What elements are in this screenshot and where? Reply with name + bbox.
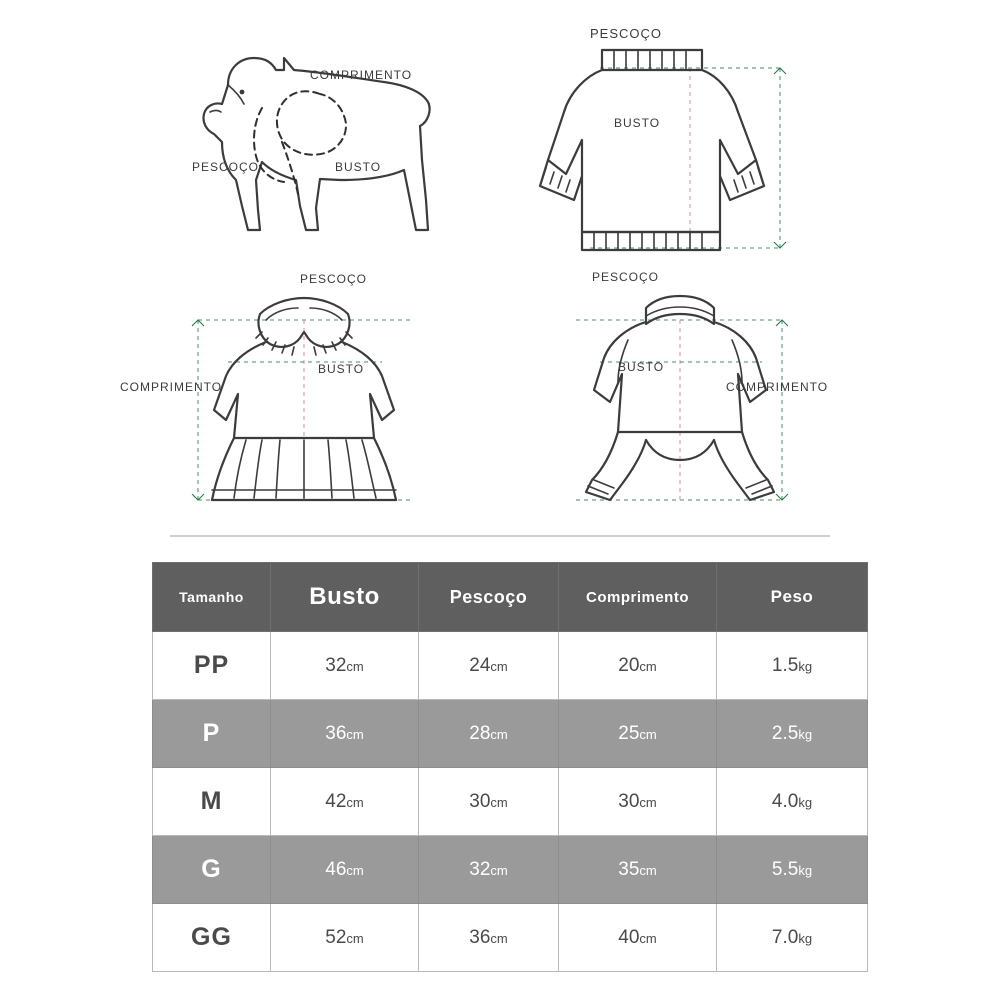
overall-measure-diagram xyxy=(530,262,930,522)
cell-tamanho: M xyxy=(153,768,271,836)
label-busto: BUSTO xyxy=(614,116,661,130)
size-table-head xyxy=(153,563,868,632)
cell-peso xyxy=(717,700,868,768)
dress-measure-diagram xyxy=(120,262,490,522)
header-comprimento: Comprimento xyxy=(559,563,717,632)
cell-tamanho: G xyxy=(153,836,271,904)
header-busto: Busto xyxy=(271,563,419,632)
cell-peso-unit: kg xyxy=(798,794,813,810)
cell-busto xyxy=(271,904,419,972)
size-table-body xyxy=(153,632,868,972)
cell-peso xyxy=(717,904,868,972)
cell-peso xyxy=(717,768,868,836)
cell-peso xyxy=(717,632,868,700)
sweater-measure-diagram xyxy=(530,20,860,260)
cell-busto-unit: cm xyxy=(346,794,364,810)
table-header-row xyxy=(153,563,868,632)
label-comprimento: COMPRIMENTO xyxy=(120,380,223,394)
table-row xyxy=(153,904,868,972)
cell-comprimento-value: 30 xyxy=(618,790,640,812)
cell-busto-value: 36 xyxy=(325,722,347,744)
cell-comprimento-value: 25 xyxy=(618,722,640,744)
cell-busto xyxy=(271,632,419,700)
cell-peso xyxy=(717,836,868,904)
cell-busto-value: 46 xyxy=(325,858,347,880)
label-comprimento: COMPRIMENTO xyxy=(726,380,829,394)
cell-peso-unit: kg xyxy=(798,658,813,674)
cell-peso-value: 5.5 xyxy=(771,858,799,880)
cell-comprimento xyxy=(559,700,717,768)
cell-pescoco-value: 36 xyxy=(469,926,491,948)
label-pescoco: PESCOÇO xyxy=(300,272,368,286)
label-busto: BUSTO xyxy=(618,360,665,374)
label-busto: BUSTO xyxy=(335,160,382,174)
cell-pescoco xyxy=(419,632,559,700)
sweater-illustration xyxy=(530,20,860,265)
cell-pescoco-value: 30 xyxy=(469,790,491,812)
cell-busto-unit: cm xyxy=(346,930,364,946)
cell-comprimento-value: 20 xyxy=(618,654,640,676)
cell-busto-unit: cm xyxy=(346,658,364,674)
cell-pescoco xyxy=(419,768,559,836)
cell-comprimento-unit: cm xyxy=(639,862,657,878)
table-row xyxy=(153,768,868,836)
cell-comprimento-unit: cm xyxy=(639,658,657,674)
cell-comprimento xyxy=(559,632,717,700)
cell-pescoco xyxy=(419,836,559,904)
label-comprimento: COMPRIMENTO xyxy=(310,68,413,82)
dog-measure-diagram xyxy=(170,30,470,250)
cell-tamanho: PP xyxy=(153,632,271,700)
size-table xyxy=(152,562,868,972)
cell-pescoco xyxy=(419,700,559,768)
cell-busto xyxy=(271,768,419,836)
cell-peso-unit: kg xyxy=(798,930,813,946)
cell-comprimento xyxy=(559,904,717,972)
header-pescoco: Pescoço xyxy=(419,563,559,632)
cell-comprimento-unit: cm xyxy=(639,726,657,742)
dog-illustration xyxy=(170,30,470,250)
cell-busto-unit: cm xyxy=(346,726,364,742)
header-tamanho: Tamanho xyxy=(153,563,271,632)
section-divider xyxy=(170,535,830,537)
cell-peso-unit: kg xyxy=(798,862,813,878)
cell-comprimento-unit: cm xyxy=(639,794,657,810)
cell-peso-unit: kg xyxy=(798,726,813,742)
table-row xyxy=(153,836,868,904)
cell-busto-value: 32 xyxy=(325,654,347,676)
label-pescoco: PESCOÇO xyxy=(590,26,663,41)
cell-busto xyxy=(271,836,419,904)
cell-comprimento-value: 40 xyxy=(618,926,640,948)
cell-busto-unit: cm xyxy=(346,862,364,878)
cell-pescoco-unit: cm xyxy=(490,862,508,878)
cell-comprimento xyxy=(559,836,717,904)
cell-comprimento-unit: cm xyxy=(639,930,657,946)
cell-peso-value: 4.0 xyxy=(771,790,799,812)
cell-busto-value: 42 xyxy=(325,790,347,812)
label-pescoco: PESCOÇO xyxy=(192,160,260,174)
cell-comprimento xyxy=(559,768,717,836)
cell-peso-value: 1.5 xyxy=(771,654,799,676)
header-peso: Peso xyxy=(717,563,868,632)
cell-pescoco-value: 28 xyxy=(469,722,491,744)
size-table-wrap xyxy=(152,562,852,972)
cell-pescoco-unit: cm xyxy=(490,658,508,674)
label-pescoco: PESCOÇO xyxy=(592,270,660,284)
cell-busto-value: 52 xyxy=(325,926,347,948)
table-row xyxy=(153,700,868,768)
cell-tamanho: P xyxy=(153,700,271,768)
cell-tamanho: GG xyxy=(153,904,271,972)
cell-pescoco-unit: cm xyxy=(490,794,508,810)
cell-peso-value: 7.0 xyxy=(771,926,799,948)
cell-pescoco-unit: cm xyxy=(490,726,508,742)
cell-comprimento-value: 35 xyxy=(618,858,640,880)
cell-pescoco-value: 24 xyxy=(469,654,491,676)
cell-pescoco-unit: cm xyxy=(490,930,508,946)
label-busto: BUSTO xyxy=(318,362,365,376)
cell-peso-value: 2.5 xyxy=(771,722,799,744)
table-row xyxy=(153,632,868,700)
cell-pescoco-value: 32 xyxy=(469,858,491,880)
cell-busto xyxy=(271,700,419,768)
cell-pescoco xyxy=(419,904,559,972)
